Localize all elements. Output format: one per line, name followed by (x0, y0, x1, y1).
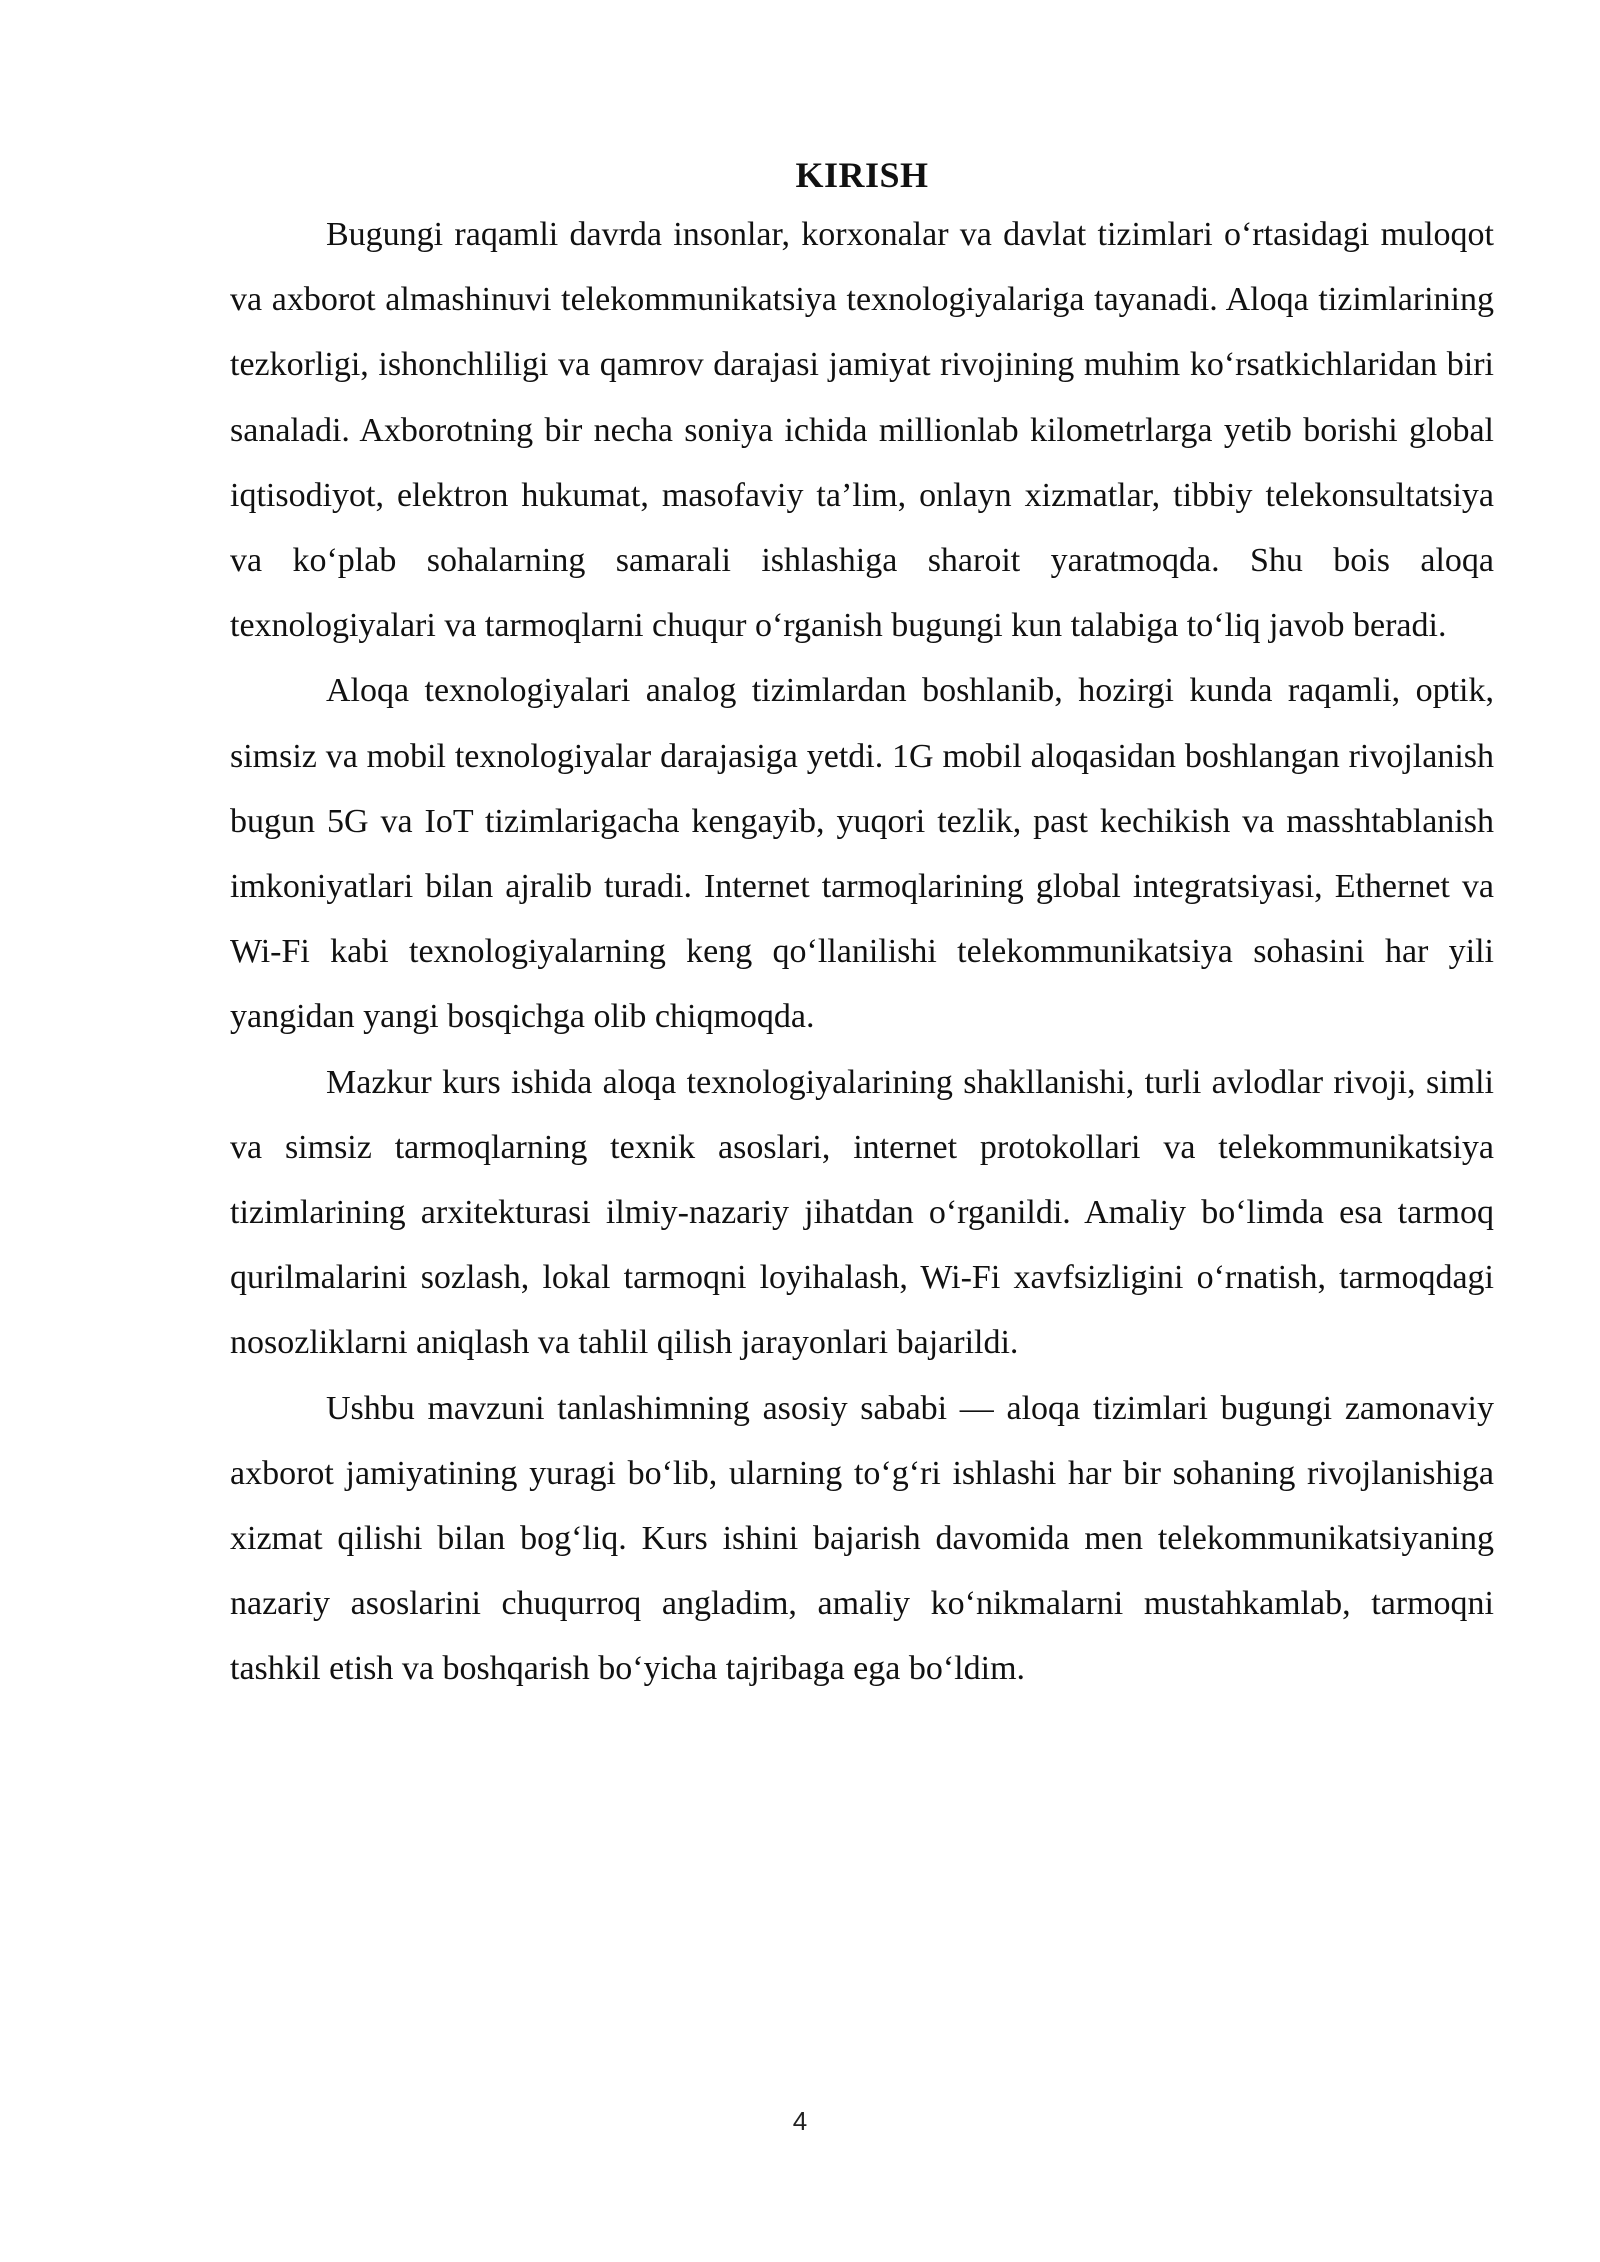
page-number: 4 (792, 2106, 808, 2136)
page-body (230, 150, 1494, 1702)
paragraph-course-scope: Mazkur kurs ishida aloqa texnologiyalarining shakllanishi, turli avlodlar rivoji, simli va simsiz tarmoqlarning texnik asoslari, internet protokollari va telekommunikatsiya tizimlarining arxitekturasi ilmiy-nazariy jihatdan o‘rganildi. Amaliy bo‘limda esa tarmoq qurilmalarini sozlash, lokal tarmoqni loyihalash, Wi-Fi xavfsizligini o‘rnatish, tarmoqdagi nosozliklarni aniqlash va tahlil qilish jarayonlari bajarildi. (230, 1063, 1494, 1362)
paragraph-intro: Bugungi raqamli davrda insonlar, korxonalar va davlat tizimlari o‘rtasidagi muloqot va axborot almashinuvi telekommunikatsiya texnologiyalariga tayanadi. Aloqa tizimlarining tezkorligi, ishonchliligi va qamrov darajasi jamiyat rivojining muhim ko‘rsatkichlaridan biri sanaladi. Axborotning bir necha soniya ichida millionlab kilometrlarga yetib borishi global iqtisodiyot, elektron hukumat, masofaviy ta’lim, onlayn xizmatlar, tibbiy telekonsultatsiya va ko‘plab sohalarning samarali ishlashiga sharoit yaratmoqda. Shu bois aloqa texnologiyalari va tarmoqlarni chuqur o‘rganish bugungi kun talabiga to‘liq javob beradi. (230, 216, 1494, 645)
paragraph-technologies: Aloqa texnologiyalari analog tizimlardan boshlanib, hozirgi kunda raqamli, optik, simsiz va mobil texnologiyalar darajasiga yetdi. 1G mobil aloqasidan boshlangan rivojlanish bugun 5G va IoT tizimlarigacha kengayib, yuqori tezlik, past kechikish va masshtablanish imkoniyatlari bilan ajralib turadi. Internet tarmoqlarining global integratsiyasi, Ethernet va Wi-Fi kabi texnologiyalarning keng qo‘llanilishi telekommunikatsiya sohasini har yili yangidan yangi bosqichga olib chiqmoqda. (230, 672, 1494, 1036)
section-heading: KIRISH (795, 155, 929, 195)
paragraph-motivation: Ushbu mavzuni tanlashimning asosiy sababi — aloqa tizimlari bugungi zamonaviy axborot jamiyatining yuragi bo‘lib, ularning to‘g‘ri ishlashi har bir sohaning rivojlanishiga xizmat qilishi bilan bog‘liq. Kurs ishini bajarish davomida men telekommunikatsiyaning nazariy asoslarini chuqurroq angladim, amaliy ko‘nikmalarni mustahkamlab, tarmoqni tashkil etish va boshqarish bo‘yicha tajribaga ega bo‘ldim. (230, 1389, 1494, 1688)
